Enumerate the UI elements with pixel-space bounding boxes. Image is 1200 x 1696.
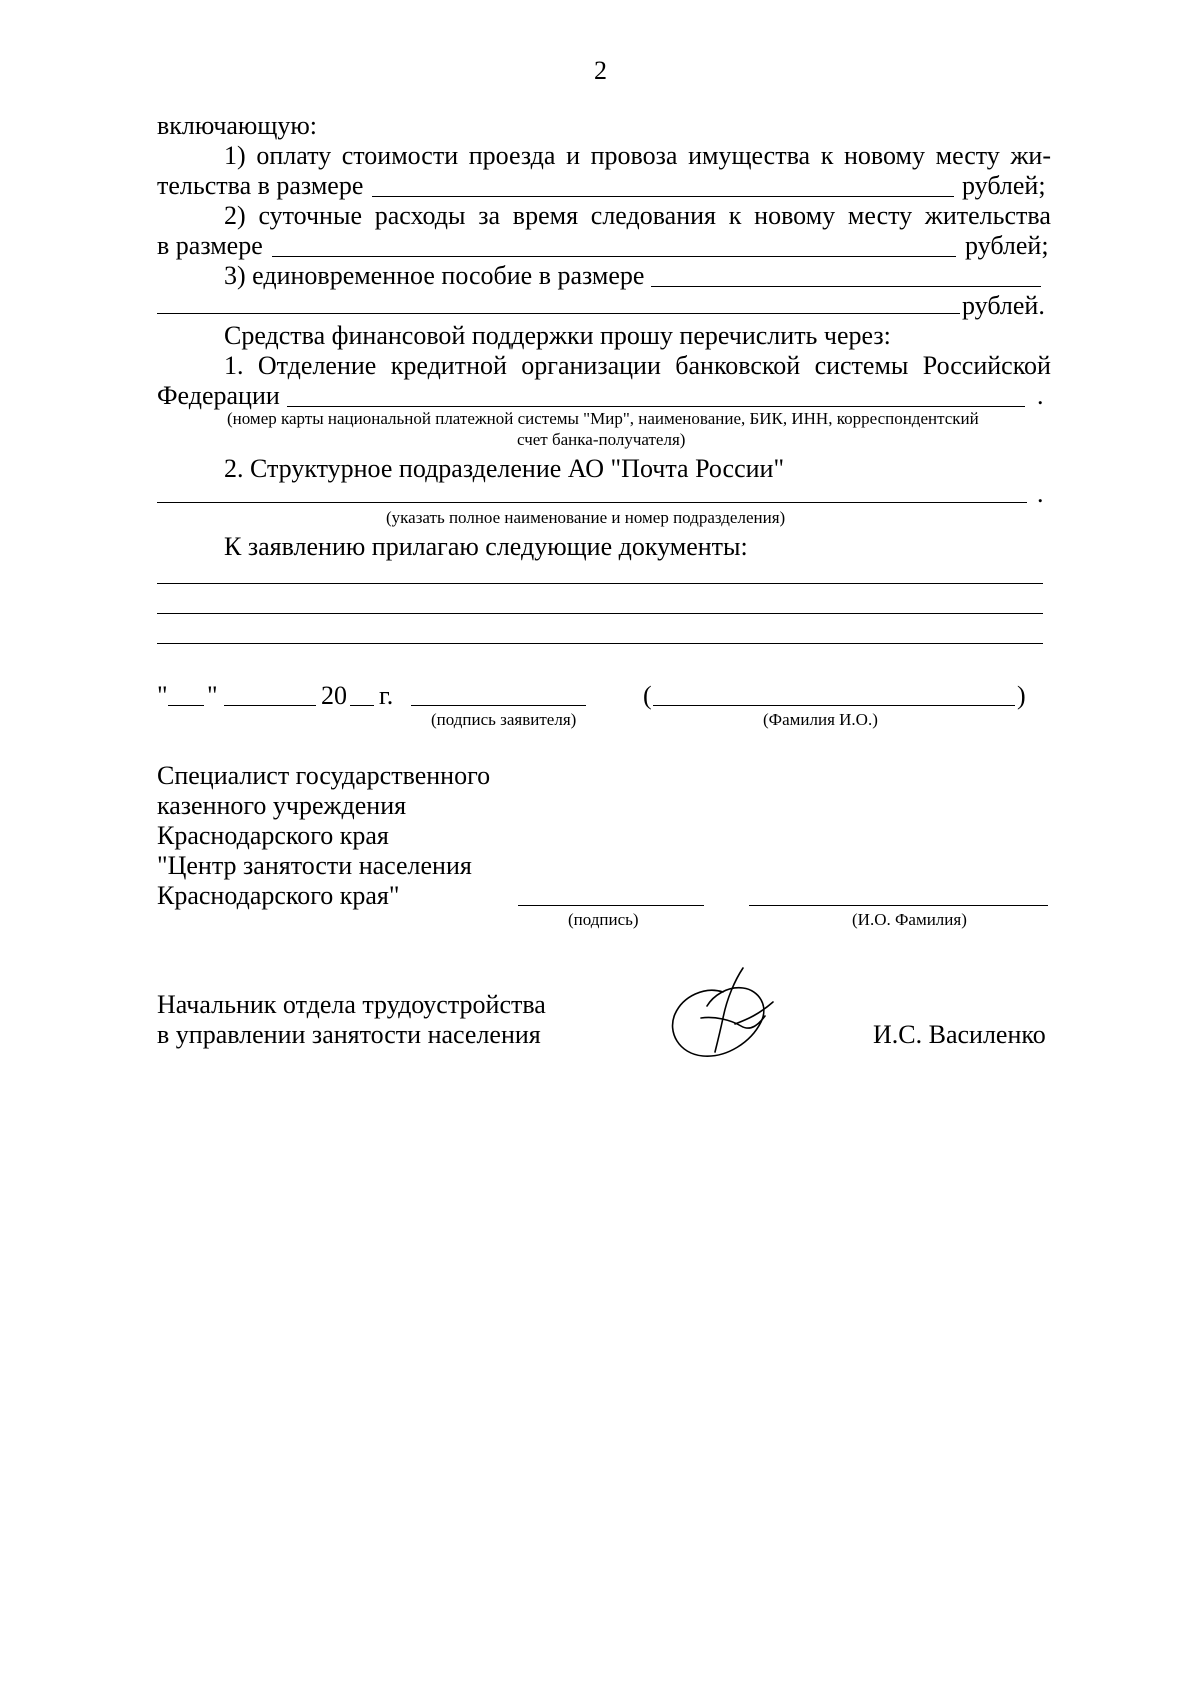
item1-amount-field[interactable] <box>372 196 954 197</box>
item3-amount-field-a[interactable] <box>651 286 1041 287</box>
option2-hint: (указать полное наименование и номер подразделения) <box>386 508 786 527</box>
documents-field-2[interactable] <box>157 613 1043 614</box>
date-year-prefix: 20 <box>321 681 347 710</box>
item2-amount-field[interactable] <box>272 256 956 257</box>
specialist-line-2: казенного учреждения <box>157 791 407 820</box>
option1-hint-1: (номер карты национальной платежной системы "Мир", наименование, БИК, ИНН, корреспондентский <box>227 409 979 428</box>
specialist-signature-hint: (подпись) <box>568 910 639 929</box>
item2-unit: рублей; <box>965 231 1049 260</box>
applicant-name-hint: (Фамилия И.О.) <box>763 710 878 729</box>
specialist-name-hint: (И.О. Фамилия) <box>852 910 967 929</box>
item1-line: 1) оплату стоимости проезда и провоза имущества к новому месту жи- <box>224 141 1051 170</box>
option1-label: Федерации <box>157 381 280 410</box>
item2-line: 2) суточные расходы за время следования к новому месту жительства <box>224 201 1051 230</box>
date-quote-close: " <box>207 681 218 710</box>
specialist-line-3: Краснодарского края <box>157 821 389 850</box>
applicant-signature-field[interactable] <box>411 705 586 706</box>
item3-unit: рублей. <box>962 291 1045 320</box>
specialist-name-field[interactable] <box>749 905 1048 906</box>
option2-label: 2. Структурное подразделение АО "Почта России" <box>224 454 785 483</box>
specialist-line-4: "Центр занятости населения <box>157 851 472 880</box>
applicant-signature-hint: (подпись заявителя) <box>431 710 577 729</box>
option1-bank-field[interactable] <box>287 406 1025 407</box>
item3-amount-field-b[interactable] <box>157 313 960 314</box>
date-day-field[interactable] <box>168 705 204 706</box>
specialist-line-5: Краснодарского края" <box>157 881 400 910</box>
page-number: 2 <box>594 56 607 85</box>
option1-end-mark: . <box>1037 381 1044 410</box>
item1-unit: рублей; <box>962 171 1046 200</box>
head-name: И.С. Василенко <box>873 1020 1046 1049</box>
head-line-2: в управлении занятости населения <box>157 1020 541 1049</box>
head-line-1: Начальник отдела трудоустройства <box>157 990 546 1019</box>
date-year-field[interactable] <box>350 705 374 706</box>
name-paren-open: ( <box>643 681 652 710</box>
date-month-field[interactable] <box>224 705 316 706</box>
handwritten-signature <box>665 962 780 1062</box>
name-paren-close: ) <box>1017 681 1026 710</box>
specialist-signature-field[interactable] <box>518 905 704 906</box>
item3-label: 3) единовременное пособие в размере <box>224 261 645 290</box>
intro-text: включающую: <box>157 111 318 140</box>
option1-line: 1. Отделение кредитной организации банковской системы Российской <box>224 351 1051 380</box>
item1-label: тельства в размере <box>157 171 364 200</box>
item2-label: в размере <box>157 231 263 260</box>
documents-intro: К заявлению прилагаю следующие документы: <box>224 532 748 561</box>
applicant-name-field[interactable] <box>653 705 1015 706</box>
documents-field-1[interactable] <box>157 583 1043 584</box>
date-year-suffix: г. <box>379 681 394 710</box>
option2-post-field[interactable] <box>157 502 1027 503</box>
option2-end-mark: . <box>1037 479 1044 508</box>
option1-hint-2: счет банка-получателя) <box>517 430 686 449</box>
specialist-line-1: Специалист государственного <box>157 761 491 790</box>
documents-field-3[interactable] <box>157 643 1043 644</box>
transfer-intro: Средства финансовой поддержки прошу перечислить через: <box>224 321 891 350</box>
date-quote-open: " <box>157 681 168 710</box>
